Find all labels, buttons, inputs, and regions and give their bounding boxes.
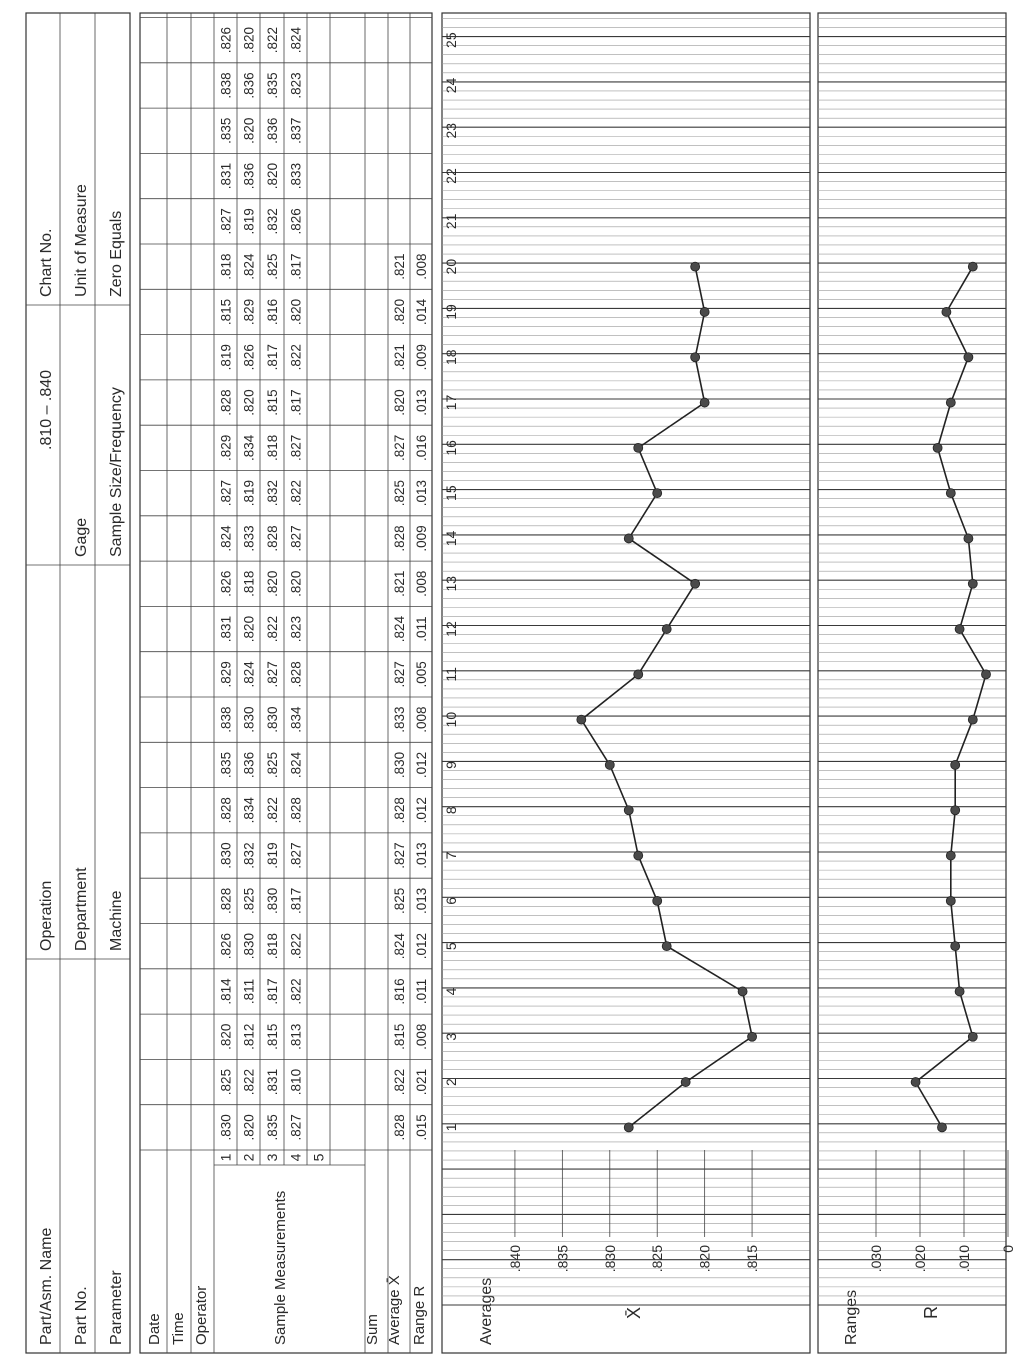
- data-point: [691, 353, 700, 362]
- range-cell: .011: [414, 978, 429, 1005]
- measurement-cell: .827: [218, 208, 234, 235]
- measurement-cell: .810: [288, 1068, 304, 1096]
- chart-no-label: Chart No.: [38, 228, 55, 297]
- data-point: [691, 579, 700, 588]
- sample-number-label: 2: [240, 1153, 257, 1162]
- data-point: [955, 987, 964, 996]
- measurement-cell: .820: [241, 117, 257, 144]
- measurement-cell: .824: [218, 525, 234, 552]
- y-tick-label: .020: [912, 1245, 928, 1273]
- measurement-cell: .830: [265, 706, 280, 733]
- range-cell: .016: [414, 434, 429, 461]
- measurement-cell: .824: [288, 27, 304, 54]
- measurement-cell: .828: [218, 887, 234, 914]
- measurement-cell: .813: [288, 1023, 304, 1050]
- y-tick-label: .010: [956, 1245, 972, 1273]
- measurement-cell: .828: [218, 797, 234, 824]
- x-tick-label: 10: [443, 711, 459, 728]
- y-tick-label: 0: [1000, 1245, 1016, 1253]
- operation-label: Operation: [38, 880, 55, 951]
- sample-number-label: 3: [264, 1153, 280, 1162]
- measurement-cell: .836: [265, 117, 280, 144]
- measurement-cell: .820: [241, 27, 257, 54]
- average-cell: .820: [392, 298, 407, 326]
- measurement-cell: .834: [241, 434, 257, 461]
- measurement-cell: .824: [241, 661, 257, 688]
- data-point: [938, 1123, 947, 1132]
- measurement-cell: .823: [288, 615, 304, 643]
- data-point: [968, 579, 977, 588]
- y-tick-label: .830: [601, 1245, 618, 1273]
- header-table: [26, 13, 130, 1353]
- y-tick-label: .820: [696, 1245, 713, 1273]
- averages-series-line: [581, 267, 752, 1128]
- measurement-cell: .812: [241, 1023, 257, 1050]
- data-point: [946, 851, 955, 860]
- data-point: [748, 1032, 757, 1041]
- averages-chart: [442, 13, 810, 1353]
- data-point: [700, 307, 709, 316]
- data-point: [982, 670, 991, 679]
- average-cell: .830: [392, 751, 407, 779]
- measurement-cell: .817: [288, 389, 304, 416]
- x-tick-label: 23: [443, 122, 459, 139]
- x-tick-label: 7: [443, 851, 459, 860]
- measurement-cell: .818: [265, 933, 280, 960]
- measurement-cell: .817: [288, 253, 304, 280]
- measurement-cell: .815: [265, 389, 280, 416]
- x-tick-label: 2: [443, 1078, 459, 1086]
- measurement-cell: .838: [218, 706, 234, 733]
- average-cell: .827: [392, 434, 407, 461]
- measurement-cell: .834: [288, 706, 304, 733]
- average-cell: .821: [392, 253, 407, 280]
- part-no-label: Part No.: [73, 1286, 90, 1345]
- measurement-cell: .822: [288, 344, 304, 371]
- measurement-cell: .822: [241, 1068, 257, 1096]
- average-cell: .824: [392, 615, 407, 643]
- measurement-cell: .824: [241, 253, 257, 280]
- data-point: [634, 851, 643, 860]
- data-point: [634, 670, 643, 679]
- x-tick-label: 24: [443, 77, 459, 94]
- data-point: [946, 489, 955, 498]
- y-tick-label: .825: [649, 1245, 666, 1273]
- data-point: [933, 443, 942, 452]
- measurement-cell: .829: [218, 434, 234, 461]
- unit-of-measure-label: Unit of Measure: [73, 184, 90, 297]
- measurement-cell: .819: [218, 344, 234, 371]
- measurement-cell: .826: [218, 933, 234, 960]
- x-tick-label: 4: [443, 987, 459, 996]
- x-tick-label: 11: [443, 667, 459, 682]
- x-tick-label: 19: [443, 304, 459, 320]
- average-cell: .828: [392, 797, 407, 824]
- measurement-cell: .820: [218, 1023, 234, 1050]
- measurement-cell: .826: [288, 208, 304, 235]
- measurement-cell: .822: [288, 978, 304, 1005]
- measurement-cell: .825: [265, 751, 280, 779]
- measurement-cell: .831: [265, 1068, 280, 1096]
- measurement-cell: .833: [288, 162, 304, 190]
- data-point: [951, 942, 960, 951]
- average-cell: .833: [392, 706, 407, 733]
- measurement-cell: .833: [241, 525, 257, 552]
- data-point: [951, 806, 960, 815]
- measurement-cell: .827: [288, 525, 304, 552]
- measurement-cell: .837: [288, 117, 304, 144]
- range-cell: .012: [414, 933, 429, 960]
- x-tick-label: 21: [443, 213, 459, 230]
- range-cell: .013: [414, 842, 429, 869]
- range-cell: .009: [414, 525, 429, 552]
- range-cell: .013: [414, 887, 429, 914]
- measurement-cell: .820: [241, 389, 257, 416]
- measurement-cell: .820: [241, 615, 257, 643]
- x-tick-label: 22: [443, 168, 459, 184]
- y-tick-label: .815: [744, 1245, 761, 1273]
- average-cell: .828: [392, 1114, 407, 1141]
- measurement-cell: .832: [265, 480, 280, 507]
- measurement-cell: .817: [265, 978, 280, 1005]
- measurement-cell: .817: [265, 344, 280, 371]
- measurement-cell: .826: [241, 344, 257, 371]
- average-cell: .824: [392, 933, 407, 960]
- measurement-cell: .834: [241, 797, 257, 824]
- measurement-cell: .830: [265, 887, 280, 914]
- range-cell: .014: [414, 298, 429, 326]
- range-cell: .008: [414, 1023, 429, 1050]
- measurement-cell: .831: [218, 615, 234, 643]
- measurement-cell: .825: [265, 253, 280, 280]
- data-point: [577, 715, 586, 724]
- x-tick-label: 12: [443, 621, 459, 637]
- x-tick-label: 18: [443, 349, 459, 366]
- range-cell: .008: [414, 570, 429, 597]
- data-point: [624, 806, 633, 815]
- department-label: Department: [73, 867, 90, 951]
- part-asm-name-label: Part/Asm. Name: [38, 1227, 55, 1345]
- range-cell: .008: [414, 706, 429, 733]
- measurement-cell: .820: [288, 298, 304, 326]
- average-cell: .822: [392, 1068, 407, 1096]
- data-point: [968, 1032, 977, 1041]
- data-point: [964, 534, 973, 543]
- rotated-form: [26, 13, 1016, 1353]
- average-cell: .820: [392, 389, 407, 416]
- x-tick-label: 1: [443, 1123, 459, 1132]
- x-tick-label: 9: [443, 761, 459, 769]
- measurement-cell: .819: [241, 208, 257, 235]
- data-point: [624, 534, 633, 543]
- data-point: [653, 489, 662, 498]
- x-tick-label: 16: [443, 440, 459, 456]
- measurement-cell: .835: [218, 751, 234, 779]
- average-cell: .821: [392, 344, 407, 371]
- measurement-cell: .828: [288, 661, 304, 688]
- measurement-cell: .831: [218, 162, 234, 190]
- range-cell: .011: [414, 616, 429, 642]
- measurement-cell: .818: [265, 434, 280, 461]
- measurement-cell: .815: [218, 298, 234, 326]
- measurement-cell: .838: [218, 72, 234, 99]
- range-cell: .012: [414, 797, 429, 824]
- measurement-cell: .827: [288, 1114, 304, 1141]
- range-label: Range R: [411, 1285, 428, 1345]
- measurement-cell: .832: [265, 208, 280, 235]
- range-cell: .013: [414, 389, 429, 416]
- x-tick-label: 20: [443, 258, 459, 275]
- machine-label: Machine: [108, 890, 125, 951]
- y-tick-label: .030: [868, 1245, 884, 1273]
- measurement-cell: .820: [288, 570, 304, 597]
- sample-number-label: 4: [287, 1153, 304, 1162]
- measurement-cell: .827: [288, 434, 304, 461]
- x-tick-label: 3: [443, 1032, 459, 1041]
- average-cell: .821: [392, 570, 407, 597]
- averages-y-label: X̄: [624, 1306, 644, 1319]
- data-point: [624, 1123, 633, 1132]
- measurement-cell: .836: [241, 751, 257, 779]
- measurement-cell: .820: [241, 1114, 257, 1141]
- x-tick-label: 25: [443, 32, 459, 48]
- sample-number-label: 5: [310, 1153, 327, 1162]
- measurement-cell: .824: [288, 751, 304, 779]
- measurement-cell: .830: [241, 933, 257, 960]
- measurement-cell: .823: [288, 72, 304, 99]
- data-point: [662, 625, 671, 634]
- measurement-cell: .828: [218, 389, 234, 416]
- data-point: [946, 398, 955, 407]
- measurement-cell: .819: [241, 480, 257, 507]
- measurement-cell: .817: [288, 887, 304, 914]
- x-tick-label: 17: [443, 394, 459, 411]
- parameter-label: Parameter: [108, 1270, 125, 1345]
- y-tick-label: .835: [554, 1245, 571, 1273]
- measurement-cell: .825: [241, 887, 257, 914]
- operator-label: Operator: [193, 1285, 210, 1345]
- measurement-cell: .830: [218, 842, 234, 869]
- data-point: [691, 262, 700, 271]
- averages-chart-title: Averages: [478, 1277, 495, 1345]
- measurement-cell: .822: [265, 27, 280, 54]
- measurement-cell: .818: [241, 570, 257, 597]
- date-label: Date: [146, 1313, 163, 1345]
- data-point: [968, 715, 977, 724]
- data-table: [140, 13, 432, 1353]
- measurement-cell: .819: [265, 842, 280, 869]
- data-point: [738, 987, 747, 996]
- data-point: [634, 443, 643, 452]
- measurement-cell: .830: [218, 1114, 234, 1141]
- measurement-cell: .832: [241, 842, 257, 869]
- average-cell: .828: [392, 525, 407, 552]
- measurement-cell: .828: [288, 797, 304, 824]
- measurement-cell: .815: [265, 1023, 280, 1050]
- data-point: [605, 760, 614, 769]
- range-cell: .021: [414, 1068, 429, 1096]
- sample-measurements-label: Sample Measurements: [272, 1190, 289, 1345]
- measurement-cell: .828: [265, 525, 280, 552]
- gage-label: Gage: [73, 517, 90, 557]
- x-tick-label: 6: [443, 896, 459, 905]
- measurement-cell: .822: [288, 933, 304, 960]
- average-cell: .815: [392, 1023, 407, 1050]
- average-label: Average X̄: [386, 1275, 403, 1345]
- measurement-cell: .836: [241, 72, 257, 99]
- x-tick-label: 8: [443, 806, 459, 815]
- sum-label: Sum: [364, 1314, 381, 1345]
- ranges-series-line: [916, 267, 986, 1128]
- x-tick-label: 15: [443, 485, 459, 501]
- measurement-cell: .829: [241, 298, 257, 326]
- data-point: [951, 760, 960, 769]
- data-point: [662, 942, 671, 951]
- sample-size-frequency-label: Sample Size/Frequency: [108, 387, 125, 557]
- data-point: [942, 307, 951, 316]
- x-tick-label: 14: [443, 530, 459, 547]
- range-cell: .009: [414, 344, 429, 371]
- data-point: [946, 896, 955, 905]
- sample-number-label: 1: [217, 1153, 234, 1162]
- average-cell: .825: [392, 887, 407, 914]
- x-tick-label: 5: [443, 942, 459, 951]
- data-point: [653, 896, 662, 905]
- range-cell: .005: [414, 661, 429, 688]
- measurement-cell: .836: [241, 162, 257, 190]
- range-cell: .008: [414, 253, 429, 280]
- measurement-cell: .835: [218, 117, 234, 144]
- measurement-cell: .822: [265, 797, 280, 824]
- zero-equals-label: Zero Equals: [108, 210, 125, 297]
- measurement-cell: .814: [218, 978, 234, 1005]
- x-tick-label: 13: [443, 575, 459, 592]
- range-cell: .012: [414, 751, 429, 779]
- data-point: [955, 625, 964, 634]
- data-point: [700, 398, 709, 407]
- data-point: [964, 353, 973, 362]
- measurement-cell: .820: [265, 570, 280, 597]
- measurement-cell: .835: [265, 1114, 280, 1141]
- measurement-cell: .811: [241, 978, 257, 1005]
- range-cell: .015: [414, 1114, 429, 1141]
- measurement-cell: .827: [265, 661, 280, 688]
- measurement-cell: .827: [288, 842, 304, 869]
- average-cell: .825: [392, 480, 407, 507]
- specification-value: .810 – .840: [38, 369, 55, 450]
- average-cell: .827: [392, 842, 407, 869]
- ranges-y-label: R: [921, 1306, 941, 1319]
- measurement-cell: .818: [218, 253, 234, 280]
- measurement-cell: .826: [218, 570, 234, 597]
- measurement-cell: .829: [218, 661, 234, 688]
- y-tick-label: .840: [506, 1245, 523, 1273]
- measurement-cell: .820: [265, 162, 280, 190]
- average-cell: .816: [392, 978, 407, 1005]
- data-point: [911, 1078, 920, 1087]
- average-cell: .827: [392, 661, 407, 688]
- ranges-chart-title: Ranges: [843, 1289, 860, 1345]
- measurement-cell: .835: [265, 72, 280, 99]
- time-label: Time: [170, 1312, 187, 1345]
- measurement-cell: .826: [218, 27, 234, 54]
- measurement-cell: .825: [218, 1068, 234, 1096]
- measurement-cell: .827: [218, 480, 234, 507]
- measurement-cell: .816: [265, 298, 280, 326]
- measurement-cell: .830: [241, 706, 257, 733]
- ranges-chart: [818, 13, 1016, 1353]
- measurement-cell: .822: [288, 480, 304, 507]
- data-point: [681, 1078, 690, 1087]
- measurement-cell: .822: [265, 615, 280, 643]
- data-point: [968, 262, 977, 271]
- range-cell: .013: [414, 480, 429, 507]
